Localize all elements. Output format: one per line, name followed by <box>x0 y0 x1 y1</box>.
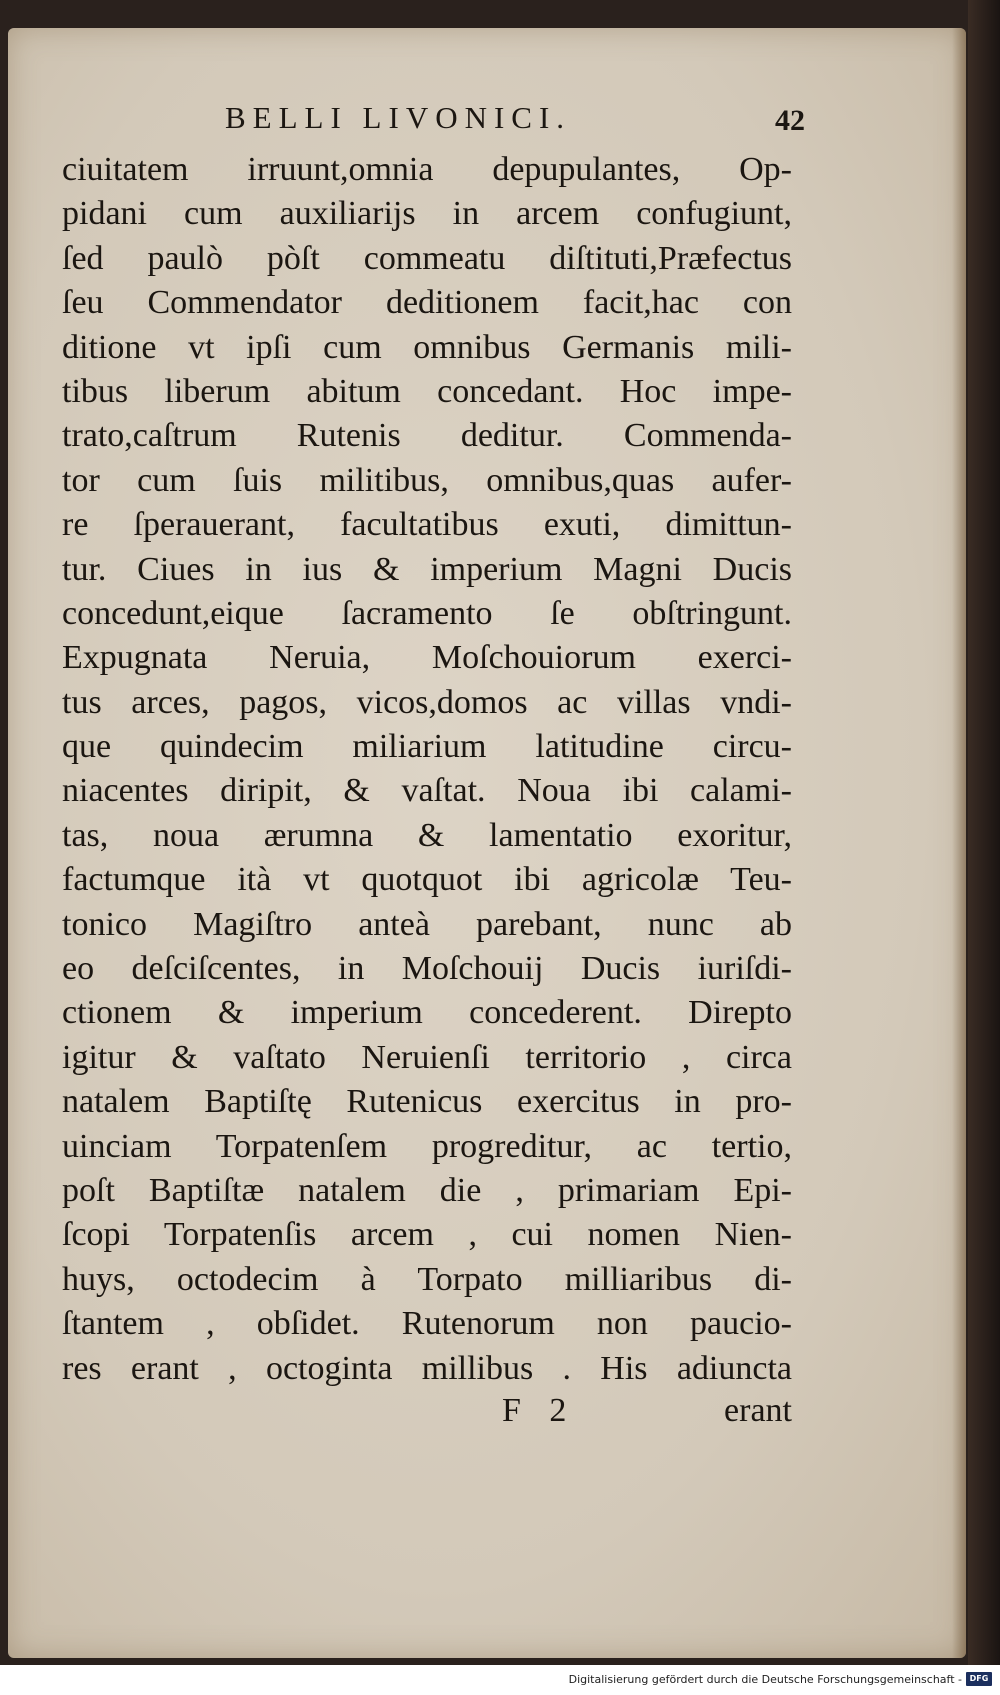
text-line: tonico Magiſtro anteà parebant, nunc ab <box>62 905 792 943</box>
text-line: poſt Baptiſtæ natalem die , primariam Epi- <box>62 1171 792 1209</box>
text-line: uinciam Torpatenſem progreditur, ac tertio, <box>62 1127 792 1165</box>
text-line: pidani cum auxiliarijs in arcem confugiunt, <box>62 195 792 233</box>
text-line: huys, octodecim à Torpato milliaribus di- <box>62 1260 792 1298</box>
text-line: res erant , octoginta millibus . His adiuncta <box>62 1349 792 1387</box>
text-line: natalem Baptiſtę Rutenicus exercitus in pro- <box>62 1083 792 1121</box>
text-line: Expugnata Neruia, Moſchouiorum exerci- <box>62 639 792 677</box>
text-line: trato,caſtrum Rutenis deditur. Commenda- <box>62 417 792 455</box>
text-line: niacentes diripit, & vaſtat. Noua ibi calami- <box>62 772 792 810</box>
running-title: BELLI LIVONICI. <box>225 100 572 135</box>
page-edge-shadow <box>952 28 966 1658</box>
text-line: ciuitatem irruunt,omnia depupulantes, Op- <box>62 151 792 188</box>
text-line: factumque ità vt quotquot ibi agricolæ Teu- <box>62 861 792 899</box>
text-line: eo deſciſcentes, in Moſchouij Ducis iuriſdi- <box>62 950 792 988</box>
page-header <box>225 80 805 140</box>
dfg-logo-icon: DFG <box>966 1672 992 1686</box>
text-line: ſeu Commendator deditionem facit,hac con <box>62 284 792 322</box>
text-line: ctionem & imperium concederent. Direpto <box>62 994 792 1032</box>
catchword: erant <box>724 1392 792 1429</box>
signature-mark: F 2 <box>502 1392 577 1429</box>
text-line: ſcopi Torpatenſis arcem , cui nomen Nien- <box>62 1216 792 1254</box>
text-line: ditione vt ipſi cum omnibus Germanis mili- <box>62 328 792 366</box>
digitization-credit-bar <box>0 1665 1000 1695</box>
body-text <box>62 148 792 1391</box>
text-line: igitur & vaſtato Neruienſi territorio , circa <box>62 1038 792 1076</box>
text-line: re ſperauerant, facultatibus exuti, dimittun- <box>62 506 792 544</box>
scan-background <box>968 0 1000 1665</box>
page-number: 42 <box>775 104 805 137</box>
text-line: concedunt,eique ſacramento ſe obſtringunt. <box>62 594 792 632</box>
text-line: que quindecim miliarium latitudine circu- <box>62 728 792 766</box>
text-line: tus arces, pagos, vicos,domos ac villas vndi- <box>62 683 792 721</box>
text-line: tibus liberum abitum concedant. Hoc impe- <box>62 372 792 410</box>
text-line: ſtantem , obſidet. Rutenorum non paucio- <box>62 1305 792 1343</box>
text-line: tur. Ciues in ius & imperium Magni Ducis <box>62 550 792 588</box>
page-footer <box>62 1392 792 1442</box>
credit-text: Digitalisierung gefördert durch die Deutsche Forschungsgemeinschaft - <box>568 1673 962 1686</box>
text-line: ſed paulò pòſt commeatu diſtituti,Præfectus <box>62 239 792 277</box>
text-line: tor cum ſuis militibus, omnibus,quas aufer- <box>62 461 792 499</box>
text-line: tas, noua ærumna & lamentatio exoritur, <box>62 816 792 854</box>
